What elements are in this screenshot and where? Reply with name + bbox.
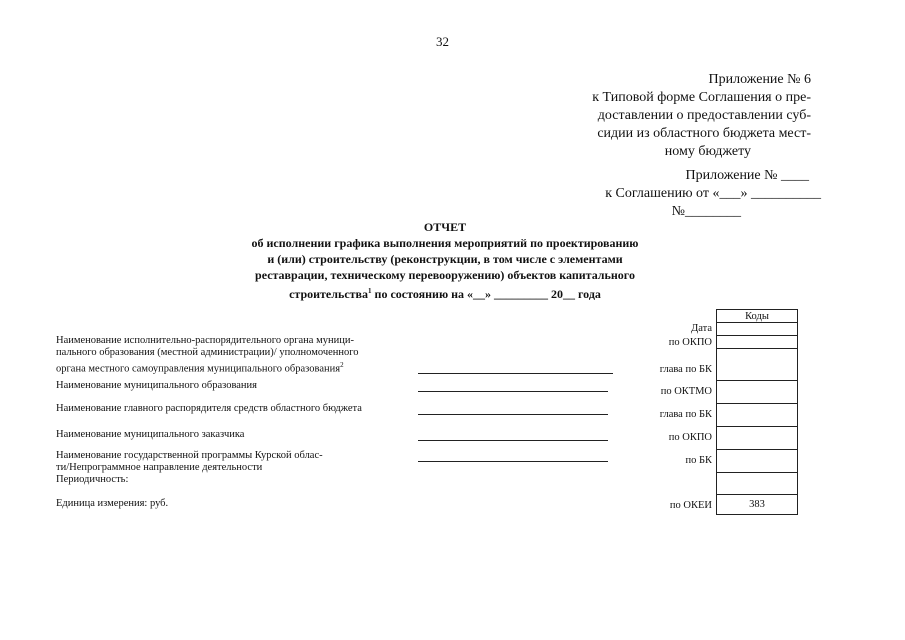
code-cell-oktmo xyxy=(717,381,798,404)
code-cell-glava-bk xyxy=(717,349,798,381)
appendix-line: ному бюджету xyxy=(664,144,751,159)
agreement-appendix-block xyxy=(605,167,821,221)
agreement-appendix-line: к Соглашению от «___» __________ xyxy=(605,186,821,201)
footnote-marker: 2 xyxy=(340,361,344,369)
code-cell-okpo xyxy=(717,336,798,349)
exec-body-label: Наименование исполнительно-распорядительного органа муници- пального образования (местной администрации)/ уполномоченного органа местного самоуправления муниципального образования$^2$ xyxy=(56,335,359,375)
code-cell-date xyxy=(717,323,798,336)
report-heading: ОТЧЕТ xyxy=(423,220,467,234)
codes-table xyxy=(716,309,798,515)
code-cell-okei: 383 xyxy=(717,495,798,515)
exec-body-line xyxy=(418,373,613,374)
periodicity-label: Периодичность: xyxy=(56,474,129,485)
report-subtitle-line: и (или) строительству (реконструкции, в том числе с элементами xyxy=(267,252,623,266)
program-label: Наименование государственной программы Курской облас- ти/Непрограммное направление деятельности Периодичность: xyxy=(56,450,323,485)
codes-header: Коды xyxy=(717,310,798,323)
appendix-line: к Типовой форме Соглашения о пре- xyxy=(592,90,811,105)
unit-label: Единица измерения: руб. xyxy=(56,498,169,509)
code-cell-glava-bk xyxy=(717,404,798,427)
code-cell-periodicity xyxy=(717,473,798,495)
code-label-oktmo: по ОКТМО xyxy=(660,386,712,397)
code-label-okpo: по ОКПО xyxy=(668,337,712,348)
customer-line xyxy=(418,440,608,441)
code-label-okpo: по ОКПО xyxy=(668,432,712,443)
report-subtitle-line: реставрации, техническому перевооружению) объектов капитального xyxy=(255,268,635,282)
appendix-block xyxy=(592,71,811,161)
customer-label: Наименование муниципального заказчика xyxy=(56,429,245,440)
footnote-marker: 1 xyxy=(368,287,372,295)
code-label-glava-bk: глава по БК xyxy=(659,364,712,375)
municipality-label: Наименование муниципального образования xyxy=(56,380,257,391)
code-label-glava-bk: глава по БК xyxy=(659,409,712,420)
code-cell-bk xyxy=(717,450,798,473)
code-label-okei: по ОКЕИ xyxy=(669,500,712,511)
main-manager-label: Наименование главного распорядителя средств областного бюджета xyxy=(56,403,362,414)
code-label-bk: по БК xyxy=(685,455,712,466)
program-line xyxy=(418,461,608,462)
code-cell-okpo xyxy=(717,427,798,450)
report-subtitle-line: об исполнении графика выполнения мероприятий по проектированию xyxy=(251,236,639,250)
appendix-line: сидии из областного бюджета мест- xyxy=(597,126,811,141)
main-manager-line xyxy=(418,414,608,415)
appendix-line: Приложение № 6 xyxy=(708,72,811,87)
agreement-appendix-line: Приложение № ____ xyxy=(685,168,809,183)
page-number: 32 xyxy=(436,34,449,49)
report-title xyxy=(200,219,690,302)
municipality-line xyxy=(418,391,608,392)
agreement-appendix-line: №________ xyxy=(671,204,741,219)
appendix-line: доставлении о предоставлении суб- xyxy=(597,108,811,123)
code-label-date: Дата xyxy=(691,323,712,334)
report-subtitle-line: строительства$^1$ по состоянию на «__» _________ 20__ года xyxy=(289,287,601,301)
